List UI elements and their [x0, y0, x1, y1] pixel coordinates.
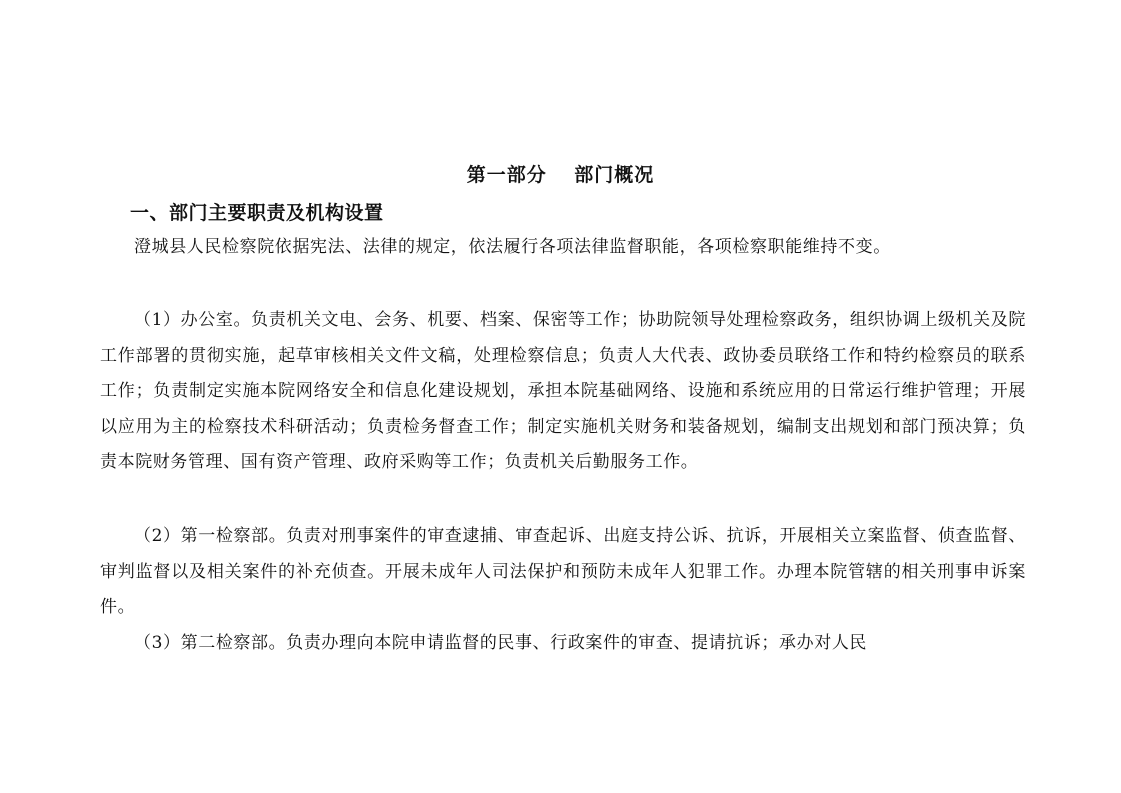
paragraph-second-procuratorial-dept: （3）第二检察部。负责办理向本院申请监督的民事、行政案件的审查、提请抗诉；承办对人民	[134, 633, 868, 653]
paragraph-intro: 澄城县人民检察院依据宪法、法律的规定，依法履行各项法律监督职能，各项检察职能维持不变。	[134, 237, 891, 257]
paragraph-office: （1）办公室。负责机关文电、会务、机要、档案、保密等工作；协助院领导处理检察政务，组织协调上级机关及院工作部署的贯彻实施，起草审核相关文件文稿，处理检察信息；负责人大代表、政协委员联络工作和特约检察员的联系工作；负责制定实施本院网络安全和信息化建设规划，承担本院基础网络、设施和系统应用的日常运行维护管理；开展以应用为主的检察技术科研活动；负责检务督查工作；制定实施机关财务和装备规划，编制支出规划和部门预决算；负责本院财务管理、国有资产管理、政府采购等工作；负责机关后勤服务工作。	[100, 310, 1026, 472]
part-title: 第一部分 部门概况	[466, 164, 655, 186]
paragraph-first-procuratorial-dept: （2）第一检察部。负责对刑事案件的审查逮捕、审查起诉、出庭支持公诉、抗诉，开展相关立案监督、侦查监督、审判监督以及相关案件的补充侦查。开展未成年人司法保护和预防未成年人犯罪工作。办理本院管辖的相关刑事申诉案件。	[100, 526, 1026, 617]
section-heading: 一、部门主要职责及机构设置	[130, 202, 384, 224]
